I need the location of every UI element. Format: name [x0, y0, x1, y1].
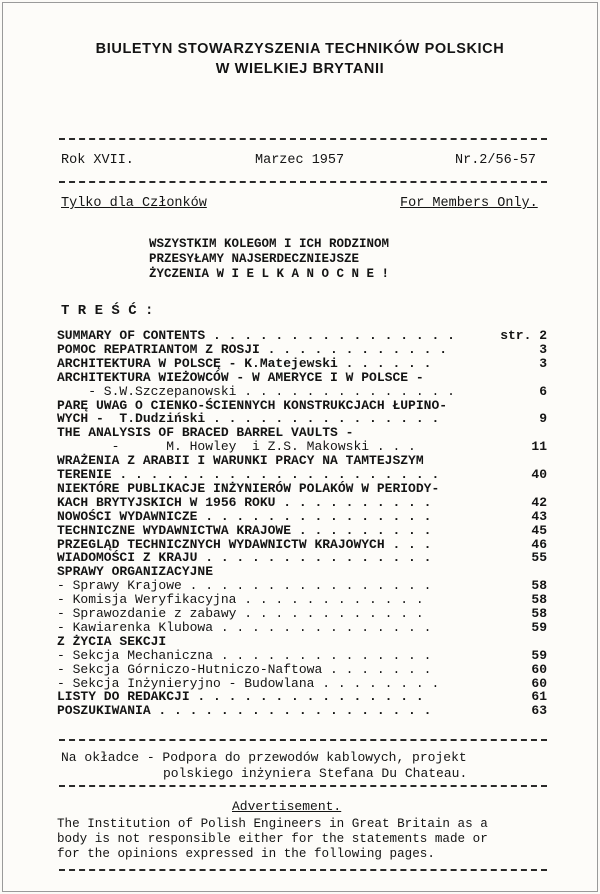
toc-entry-title: POMOC REPATRIANTOM Z ROSJI . . . . . . . . . . . . — [57, 341, 448, 357]
toc-entry-page: 61 — [531, 689, 547, 705]
toc-entry-title: - Sekcja Mechaniczna . . . . . . . . . . . . . . — [57, 647, 432, 663]
toc-entry — [57, 399, 547, 413]
members-only-en: For Members Only. — [400, 196, 538, 211]
toc-entry-title: SUMMARY OF CONTENTS . . . . . . . . . . . . . . . . — [57, 328, 455, 343]
toc-entry — [57, 524, 547, 538]
disclaimer-line3: for the opinions expressed in the following pages. — [57, 847, 435, 861]
divider — [59, 138, 547, 140]
toc-entry-title: ARCHITEKTURA W POLSCĘ - K.Matejewski . . . . . . — [57, 355, 432, 371]
toc-entry-title: Z ŻYCIA SEKCJI — [57, 633, 167, 649]
advertisement-heading: Advertisement. — [232, 799, 342, 814]
toc-entry-page: 11 — [531, 439, 547, 455]
toc-entry-title: - Kawiarenka Klubowa . . . . . . . . . . . . . . — [57, 619, 432, 635]
toc-entry-page: 55 — [531, 550, 547, 566]
greeting-line: ŻYCZENIA W I E L K A N O C N E ! — [149, 267, 390, 281]
toc-entry — [57, 440, 547, 454]
members-only-pl: Tylko dla Członków — [61, 196, 207, 211]
toc-entry — [57, 649, 547, 663]
toc-entry-title: - Komisja Weryfikacyjna . . . . . . . . . . . . — [57, 592, 424, 608]
toc-entry-page: 3 — [539, 355, 547, 371]
toc-entry-page: 46 — [531, 536, 547, 552]
issue-number: Nr.2/56-57 — [455, 153, 537, 168]
bulletin-title-line1: BIULETYN STOWARZYSZENIA TECHNIKÓW POLSKICH — [95, 41, 505, 57]
toc-entry-page: 60 — [531, 675, 547, 691]
toc-entry — [57, 482, 547, 496]
greeting-line: WSZYSTKIM KOLEGOM I ICH RODZINOM — [149, 237, 390, 251]
toc-entry-title: ARCHITEKTURA WIEŻOWCÓW - W AMERYCE I W POLSCE - — [57, 369, 424, 385]
toc-entry-title: NIEKTÓRE PUBLIKACJE INŻYNIERÓW POLAKÓW W PERIODY- — [57, 480, 440, 496]
cover-note-line1: Na okładce - Podpora do przewodów kablowych, projekt — [61, 750, 467, 765]
toc-entry-page: 58 — [531, 606, 547, 621]
toc-entry-page: 40 — [531, 467, 547, 482]
toc-entry — [57, 510, 547, 524]
toc-entry-page: 3 — [539, 341, 547, 357]
toc-entry — [57, 426, 547, 440]
toc-entry — [57, 357, 547, 371]
toc-entry-page: 59 — [531, 647, 547, 663]
toc-entry — [57, 412, 547, 426]
toc-entry — [57, 468, 547, 482]
toc-entry-page: 60 — [531, 661, 547, 677]
toc-entry-title: - M. Howley i Z.S. Makowski . . . — [57, 439, 416, 455]
toc-entry — [57, 551, 547, 565]
toc-entry — [57, 538, 547, 552]
toc-entry — [57, 579, 547, 593]
toc-entry-title: WYCH - T.Dudziński . . . . . . . . . . . . . . . — [57, 411, 440, 427]
bulletin-title-line2: W WIELKIEJ BRYTANII — [215, 61, 385, 77]
toc-entry — [57, 385, 547, 399]
divider — [59, 181, 547, 183]
toc-entry-page: 58 — [531, 578, 547, 594]
toc-entry-page: 43 — [531, 508, 547, 524]
toc-entry-page: 45 — [531, 522, 547, 538]
toc-entry-page: str. 2 — [500, 328, 547, 343]
toc-entry — [57, 565, 547, 579]
cover-note-line2: polskiego inżyniera Stefana Du Chateau. — [163, 766, 468, 781]
toc-entry — [57, 343, 547, 357]
toc-entry-title: POSZUKIWANIA . . . . . . . . . . . . . . . . . . — [57, 703, 432, 719]
toc-entry-page: 63 — [531, 703, 547, 719]
toc-entry-title: - Sekcja Inżynieryjno - Budowlana . . . . . . . . — [57, 675, 440, 691]
divider — [59, 739, 547, 741]
toc-entry — [57, 635, 547, 649]
toc-entry — [57, 371, 547, 385]
divider — [59, 785, 547, 787]
toc-entry-title: LISTY DO REDAKCJI . . . . . . . . . . . . . . . — [57, 689, 424, 705]
toc-entry-title: - Sprawy Krajowe . . . . . . . . . . . . . . . . — [57, 578, 432, 594]
greeting-line: PRZESYŁAMY NAJSERDECZNIEJSZE — [149, 252, 360, 266]
toc-entry-page: 42 — [531, 494, 547, 510]
toc-entry-page: 9 — [539, 411, 547, 427]
issue-date: Marzec 1957 — [255, 153, 345, 168]
contents-heading: T R E Ś Ć : — [61, 303, 154, 319]
document-page — [2, 2, 598, 892]
toc-entry-title: - Sprawozdanie z zabawy . . . . . . . . . . . . — [57, 606, 424, 621]
toc-entry — [57, 454, 547, 468]
toc-entry-title: KACH BRYTYJSKICH W 1956 ROKU . . . . . . . . . . — [57, 494, 432, 510]
toc-entry — [57, 593, 547, 607]
toc-entry-title: - S.W.Szczepanowski . . . . . . . . . . . . . . — [57, 383, 455, 399]
easter-greeting — [149, 237, 389, 282]
toc-entry-title: PARĘ UWAG O CIENKO-ŚCIENNYCH KONSTRUKCJACH ŁUPINO- — [57, 397, 448, 413]
toc-entry-title: WIADOMOŚCI Z KRAJU . . . . . . . . . . . . . . . — [57, 550, 432, 566]
toc-entry-title: SPRAWY ORGANIZACYJNE — [57, 564, 214, 580]
toc-entry-title: PRZEGLĄD TECHNICZNYCH WYDAWNICTW KRAJOWYCH . . . — [57, 536, 432, 552]
toc-entry — [57, 607, 547, 621]
toc-entry-title: - Sekcja Górniczo-Hutniczo-Naftowa . . . . . . . — [57, 661, 432, 677]
toc-entry-title: WRAŻENIA Z ARABII I WARUNKI PRACY NA TAMTEJSZYM — [57, 453, 424, 469]
toc-entry — [57, 663, 547, 677]
toc-entry — [57, 496, 547, 510]
toc-entry-title: TECHNICZNE WYDAWNICTWA KRAJOWE . . . . . . . . . — [57, 522, 432, 538]
toc-entry-title: TERENIE . . . . . . . . . . . . . . . . . . . . . — [57, 467, 440, 482]
toc-entry-page: 59 — [531, 619, 547, 635]
toc-entry — [57, 621, 547, 635]
toc-entry-title: NOWOŚCI WYDAWNICZE . . . . . . . . . . . . . . . — [57, 508, 432, 524]
toc-entry-title: THE ANALYSIS OF BRACED BARREL VAULTS - — [57, 425, 354, 441]
disclaimer-line1: The Institution of Polish Engineers in Great Britain as a — [57, 817, 488, 831]
issue-year: Rok XVII. — [61, 153, 134, 168]
toc-entry-page: 58 — [531, 592, 547, 608]
toc-entry-page: 6 — [539, 383, 547, 399]
disclaimer-line2: body is not responsible either for the statements made or — [57, 832, 488, 846]
toc-entry — [57, 704, 547, 718]
toc-entry — [57, 690, 547, 704]
toc-entry — [57, 677, 547, 691]
divider — [59, 869, 547, 871]
toc-entry — [57, 329, 547, 343]
